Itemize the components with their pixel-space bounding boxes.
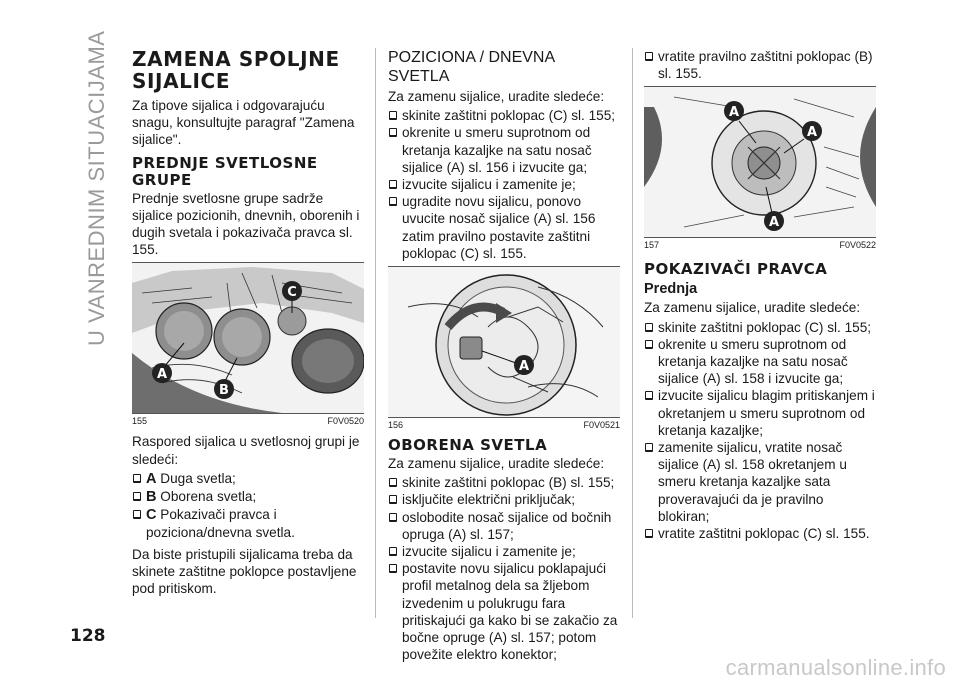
step: okrenite u smeru suprotnom od kretanja kazaljke na satu nosač sijalice (A) sl. 156 i izvucite ga; [388, 124, 620, 176]
column-divider [375, 48, 376, 618]
step: postavite novu sijalicu poklapajući profil metalnog dela sa žljebom izvedenim u polukrugu fara pritiskajući ga kako bi se zakačio za bočne opruge (A) sl. 157; potom povežite elektro konektor; [388, 560, 620, 663]
figure-code: F0V0520 [327, 416, 364, 427]
figure-bottom-rule [388, 417, 620, 418]
item-text: Oborena svetla; [160, 489, 257, 505]
step: skinite zaštitni poklopac (B) sl. 155; [388, 474, 620, 491]
paragraph: Da biste pristupili sijalicama treba da skinete zaštitne poklopce postavljene pod pritiskom. [132, 546, 357, 597]
paragraph: Za zamenu sijalice, uradite sledeće: [388, 456, 605, 472]
chapter-side-title [84, 30, 114, 346]
section-heading: POZICIONA / DNEVNA SVETLA [388, 49, 555, 85]
subsection-heading: Prednja [644, 281, 698, 298]
step: isključite električni priključak; [388, 491, 620, 508]
step: izvucite sijalicu i zamenite je; [388, 543, 620, 560]
item-text: Duga svetla; [160, 470, 236, 486]
paragraph: Prednje svetlosne grupe sadrže sijalice pozicionih, dnevnih, oborenih i dugih svetala i pokazivača pravca sl. 155. [132, 190, 360, 258]
page-number: 128 [70, 626, 106, 646]
paragraph: Za zamenu sijalice, uradite sledeće: [644, 300, 861, 316]
column-2 [388, 48, 620, 663]
figure-156 [388, 266, 620, 431]
callout-a-label: A [518, 359, 530, 375]
callout-c-label: C [287, 285, 297, 301]
step: vratite pravilno zaštitni poklopac (B) sl. 155. [644, 48, 876, 82]
step: vratite zaštitni poklopac (C) sl. 155. [644, 525, 876, 542]
callout-a-label: A [806, 125, 818, 141]
figure-bottom-rule [644, 237, 876, 238]
step: ugradite novu sijalicu, ponovo uvucite nosač sijalice (A) sl. 156 zatim pravilno postavite zaštitni poklopac (C) sl. 155. [388, 193, 620, 262]
paragraph: Za tipove sijalica i odgovarajuću snagu, konsultujte paragraf "Zamena sijalice". [132, 98, 355, 148]
figure-number: 156 [388, 420, 404, 431]
figure-caption [388, 419, 620, 431]
figure-code: F0V0522 [839, 240, 876, 251]
step: izvucite sijalicu i zamenite je; [388, 176, 620, 193]
callout-a-label: A [156, 367, 168, 383]
figure-code: F0V0521 [583, 420, 620, 431]
paragraph: Raspored sijalica u svetlosnoj grupi je sledeći: [132, 434, 360, 467]
list-item [132, 506, 364, 541]
section-heading: POKAZIVAČI PRAVCA [644, 260, 828, 279]
section-heading: OBORENA SVETLA [388, 436, 548, 455]
column-1 [132, 48, 364, 599]
step: skinite zaštitni poklopac (C) sl. 155; [388, 107, 620, 124]
item-text: Pokazivači pravca i pozicionа/dnevna svetla. [146, 507, 295, 541]
callout-b-label: B [219, 383, 229, 399]
step: zamenite sijalicu, vratite nosač sijalice (A) sl. 158 okretanjem u smeru kretanja kazaljke sata proveravajući da je pravilno blokiran; [644, 439, 876, 525]
subsection-heading: PREDNJE SVETLOSNE GRUPE [132, 153, 318, 189]
figure-caption [644, 239, 876, 251]
step: oslobodite nosač sijalice od bočnih opruga (A) sl. 157; [388, 509, 620, 543]
figure-157 [644, 86, 876, 251]
figure-number: 155 [132, 416, 148, 427]
step: skinite zaštitni poklopac (C) sl. 155; [644, 319, 876, 336]
low-beam-illustration [644, 87, 876, 237]
paragraph: Za zamenu sijalice, uradite sledeće: [388, 89, 605, 104]
column-divider [632, 48, 633, 618]
step: okrenite u smeru suprotnom od kretanja kazaljke na satu nosač sijalice (A) sl. 158 i izvucite ga; [644, 336, 876, 388]
item-key: B [146, 489, 157, 506]
figure-bottom-rule [132, 413, 364, 414]
item-key: A [146, 470, 157, 487]
position-light-illustration [388, 267, 620, 417]
chapter-side-title-text: U VANREDNIM SITUACIJAMA [84, 30, 109, 346]
item-key: C [146, 507, 157, 524]
section-heading: ZAMENA SPOLJNE SIJALICE [132, 47, 340, 93]
figure-caption [132, 415, 364, 427]
headlight-cluster-illustration [132, 263, 364, 413]
watermark: carmanualsonline.info [725, 655, 946, 680]
column-3 [644, 48, 876, 542]
callout-a-label: A [728, 105, 740, 121]
list-item [132, 488, 364, 506]
list-item [132, 470, 364, 488]
callout-a-label: A [768, 215, 780, 231]
figure-number: 157 [644, 240, 660, 251]
step: izvucite sijalicu blagim pritiskanjem i okretanjem u smeru suprotnom od kretanja kazaljke; [644, 387, 876, 439]
figure-155 [132, 262, 364, 427]
